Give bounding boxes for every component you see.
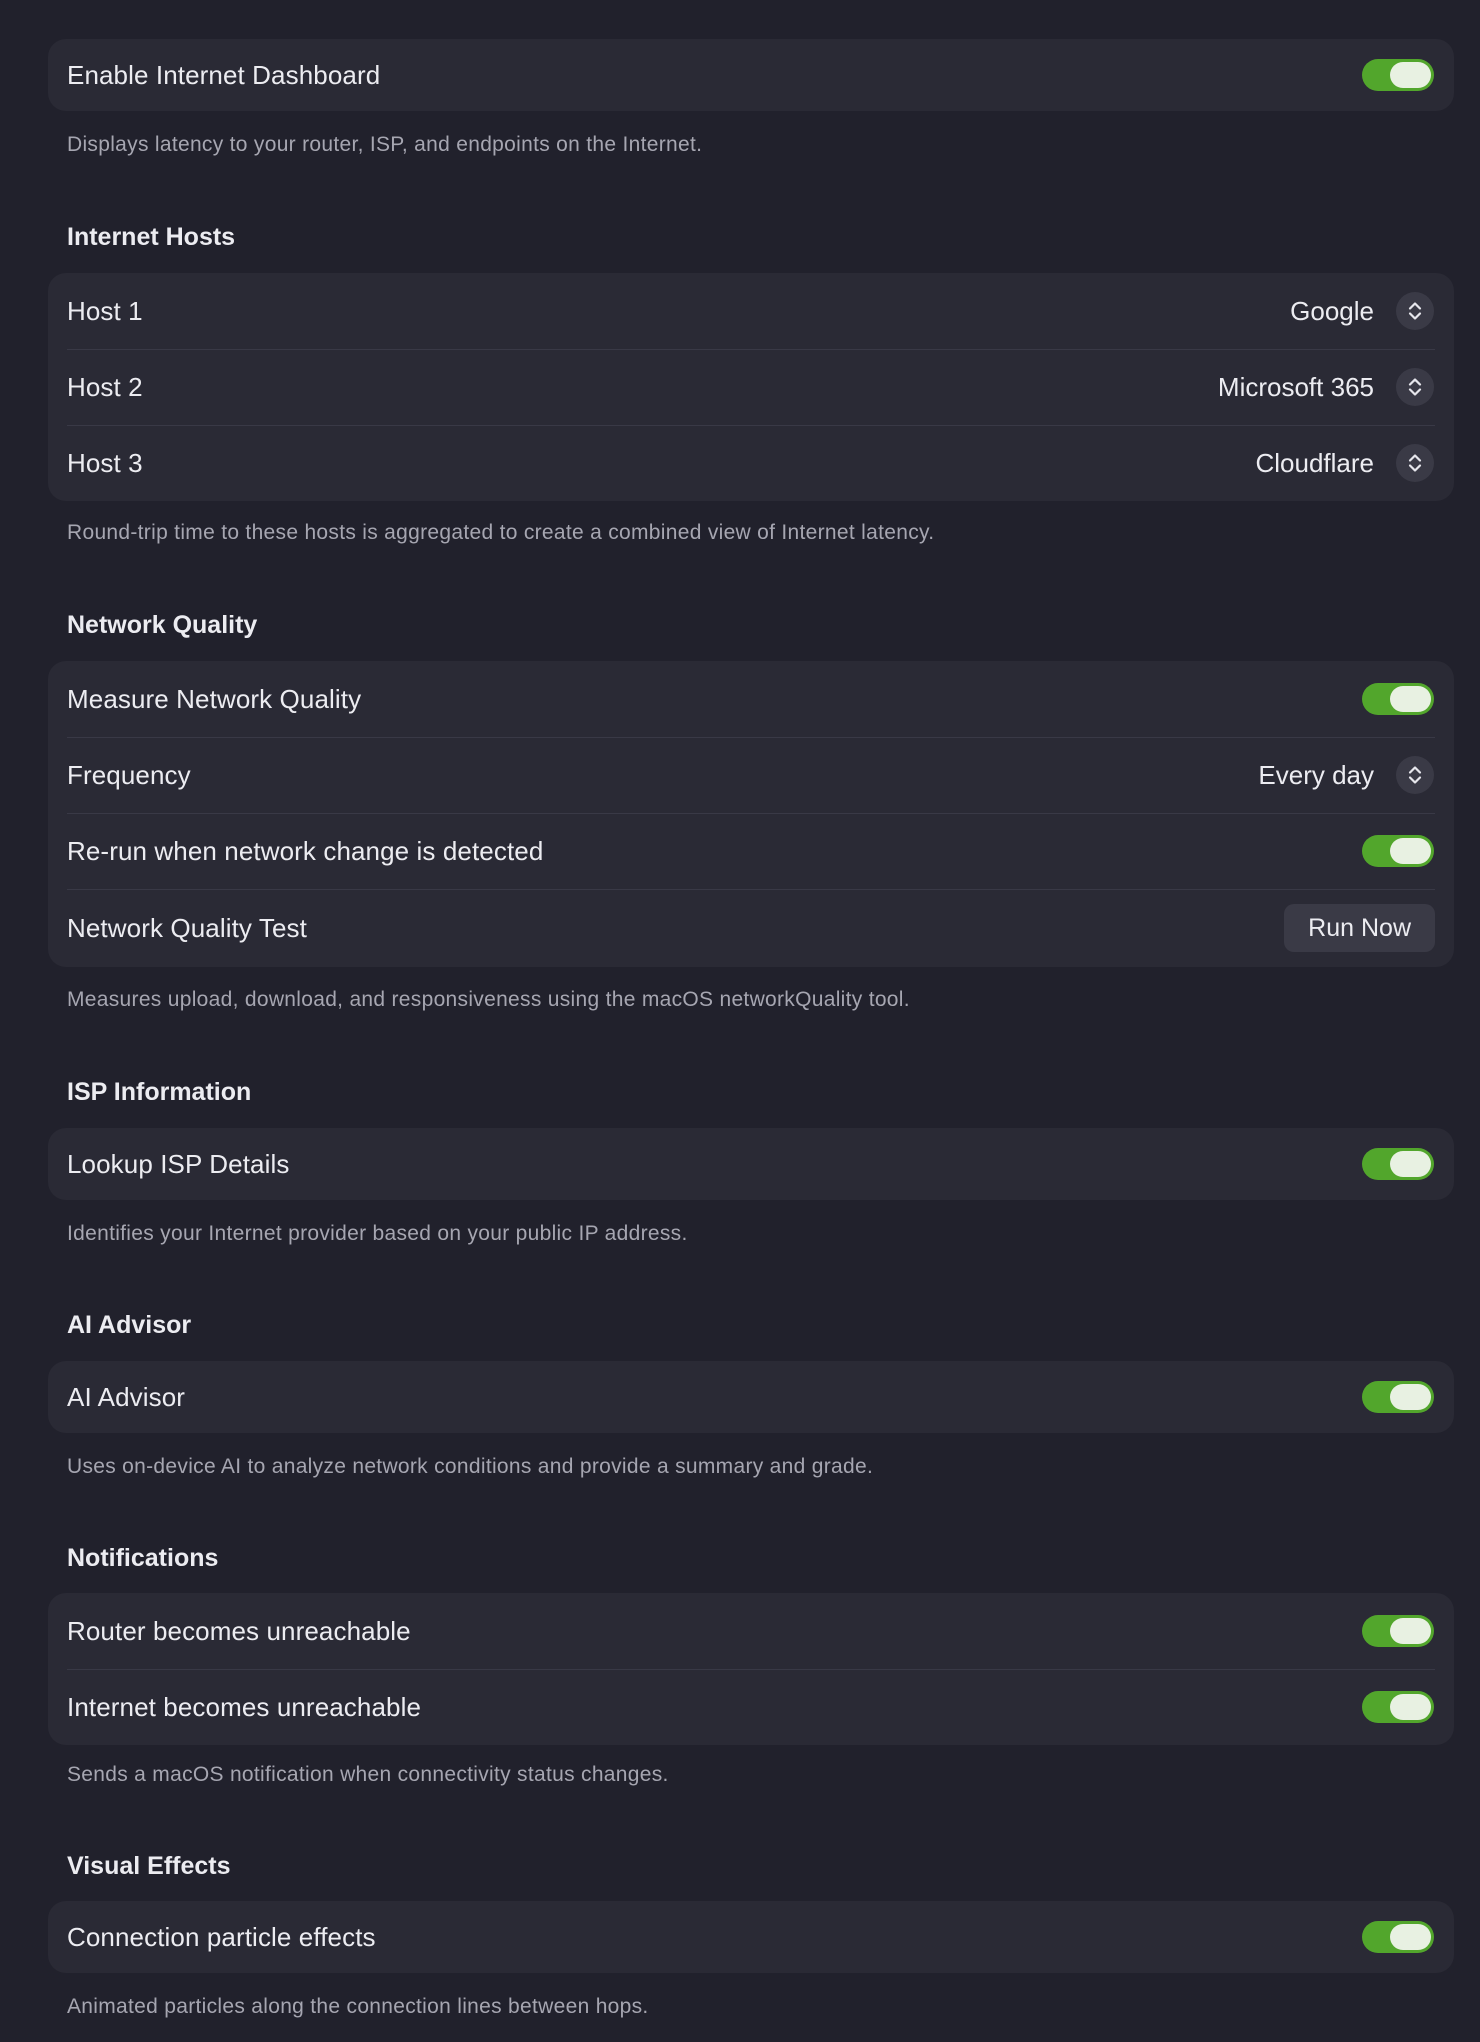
chevron-up-down-icon[interactable] bbox=[1396, 292, 1434, 330]
host-1-popup[interactable] bbox=[1290, 292, 1434, 330]
host-2-label: Host 2 bbox=[67, 371, 143, 402]
lookup-isp-label: Lookup ISP Details bbox=[67, 1148, 290, 1179]
host-3-value: Cloudflare bbox=[1255, 447, 1374, 478]
host-3-label: Host 3 bbox=[67, 447, 143, 478]
run-now-button[interactable]: Run Now bbox=[1284, 904, 1435, 952]
measure-network-quality-toggle[interactable] bbox=[1362, 683, 1434, 715]
particle-effects-label: Connection particle effects bbox=[67, 1921, 376, 1952]
frequency-row bbox=[48, 737, 1454, 813]
host-1-value: Google bbox=[1290, 295, 1374, 326]
router-unreachable-label: Router becomes unreachable bbox=[67, 1615, 411, 1646]
particle-effects-toggle[interactable] bbox=[1362, 1921, 1434, 1953]
network-quality-card bbox=[48, 661, 1454, 967]
measure-network-quality-row bbox=[48, 661, 1454, 737]
toggle-knob bbox=[1390, 1694, 1431, 1720]
internet-unreachable-toggle[interactable] bbox=[1362, 1691, 1434, 1723]
dashboard-caption: Displays latency to your router, ISP, and endpoints on the Internet. bbox=[67, 133, 703, 156]
ai-advisor-card bbox=[48, 1361, 1454, 1433]
frequency-popup[interactable] bbox=[1258, 756, 1434, 794]
enable-dashboard-row bbox=[48, 39, 1454, 111]
ai-advisor-row bbox=[48, 1361, 1454, 1433]
internet-unreachable-label: Internet becomes unreachable bbox=[67, 1691, 422, 1722]
particle-effects-row bbox=[48, 1901, 1454, 1973]
frequency-value: Every day bbox=[1258, 759, 1374, 790]
network-quality-caption: Measures upload, download, and responsiveness using the macOS networkQuality tool. bbox=[67, 988, 910, 1011]
router-unreachable-toggle[interactable] bbox=[1362, 1615, 1434, 1647]
ai-advisor-caption: Uses on-device AI to analyze network conditions and provide a summary and grade. bbox=[67, 1455, 874, 1478]
network-quality-test-label: Network Quality Test bbox=[67, 912, 307, 943]
isp-information-card bbox=[48, 1128, 1454, 1200]
host-2-row bbox=[48, 349, 1454, 425]
toggle-knob bbox=[1390, 838, 1431, 864]
notifications-title: Notifications bbox=[67, 1544, 219, 1572]
rerun-label: Re-run when network change is detected bbox=[67, 835, 544, 866]
toggle-knob bbox=[1390, 1618, 1431, 1644]
host-3-row bbox=[48, 425, 1454, 501]
enable-dashboard-toggle[interactable] bbox=[1362, 59, 1434, 91]
chevron-up-down-icon[interactable] bbox=[1396, 444, 1434, 482]
network-quality-test-row bbox=[48, 889, 1454, 967]
network-quality-title: Network Quality bbox=[67, 611, 258, 639]
visual-effects-title: Visual Effects bbox=[67, 1852, 231, 1880]
host-1-row bbox=[48, 273, 1454, 349]
isp-information-caption: Identifies your Internet provider based on your public IP address. bbox=[67, 1222, 688, 1245]
rerun-row bbox=[48, 813, 1454, 889]
notifications-card bbox=[48, 1593, 1454, 1745]
host-1-label: Host 1 bbox=[67, 295, 143, 326]
internet-unreachable-row bbox=[48, 1669, 1454, 1745]
toggle-knob bbox=[1390, 1151, 1431, 1177]
notifications-caption: Sends a macOS notification when connectivity status changes. bbox=[67, 1763, 669, 1786]
host-2-popup[interactable] bbox=[1218, 368, 1434, 406]
toggle-knob bbox=[1390, 1924, 1431, 1950]
router-unreachable-row bbox=[48, 1593, 1454, 1669]
frequency-label: Frequency bbox=[67, 759, 191, 790]
host-3-popup[interactable] bbox=[1255, 444, 1434, 482]
rerun-toggle[interactable] bbox=[1362, 835, 1434, 867]
enable-dashboard-label: Enable Internet Dashboard bbox=[67, 59, 381, 90]
chevron-up-down-icon[interactable] bbox=[1396, 368, 1434, 406]
ai-advisor-toggle[interactable] bbox=[1362, 1381, 1434, 1413]
host-2-value: Microsoft 365 bbox=[1217, 371, 1374, 402]
ai-advisor-title: AI Advisor bbox=[67, 1311, 192, 1339]
isp-information-title: ISP Information bbox=[67, 1078, 252, 1106]
visual-effects-caption: Animated particles along the connection lines between hops. bbox=[67, 1995, 649, 2018]
visual-effects-card bbox=[48, 1901, 1454, 1973]
toggle-knob bbox=[1390, 62, 1431, 88]
chevron-up-down-icon[interactable] bbox=[1396, 756, 1434, 794]
measure-network-quality-label: Measure Network Quality bbox=[67, 683, 362, 714]
internet-hosts-card bbox=[48, 273, 1454, 501]
toggle-knob bbox=[1390, 686, 1431, 712]
dashboard-card bbox=[48, 39, 1454, 111]
lookup-isp-row bbox=[48, 1128, 1454, 1200]
toggle-knob bbox=[1390, 1384, 1431, 1410]
lookup-isp-toggle[interactable] bbox=[1362, 1148, 1434, 1180]
internet-hosts-title: Internet Hosts bbox=[67, 223, 236, 251]
ai-advisor-label: AI Advisor bbox=[67, 1381, 186, 1412]
internet-hosts-caption: Round-trip time to these hosts is aggregated to create a combined view of Internet latency. bbox=[67, 521, 935, 544]
